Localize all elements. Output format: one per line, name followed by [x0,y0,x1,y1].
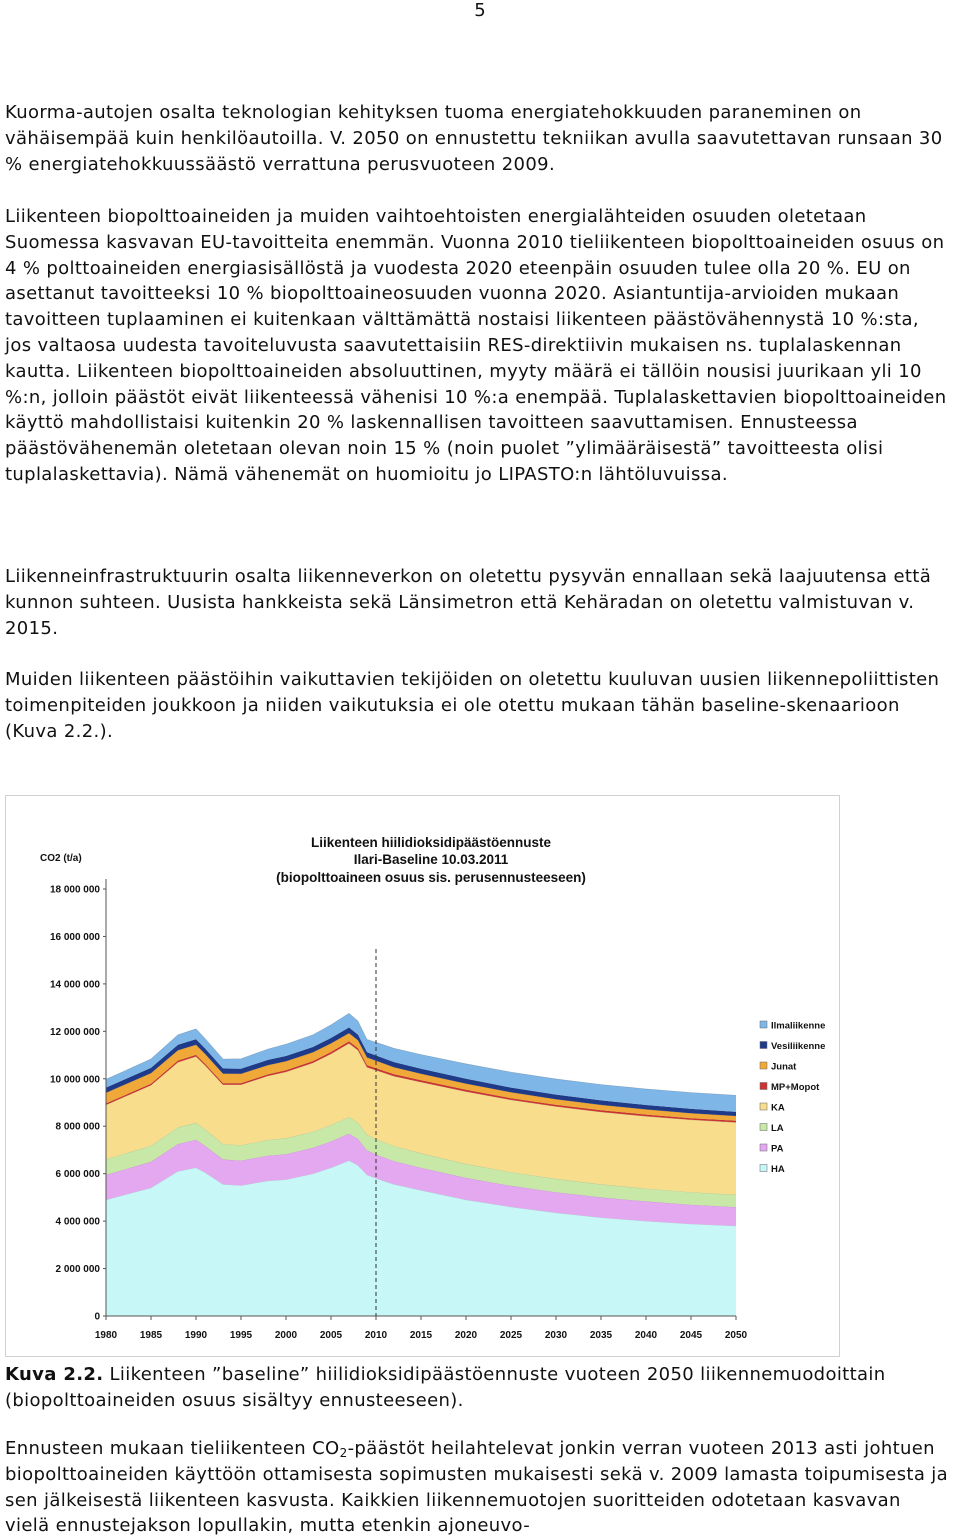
legend-label: Junat [771,1061,797,1073]
x-tick-label: 1980 [94,1330,118,1341]
x-tick-label: 1985 [139,1330,163,1341]
legend-swatch [760,1165,767,1172]
x-tick-label: 2025 [499,1330,523,1341]
x-tick-label: 2020 [454,1330,478,1341]
legend-swatch [760,1144,767,1151]
co2-forecast-chart [5,795,840,1357]
paragraph-5 [5,1436,950,1539]
paragraph-1: Kuorma-autojen osalta teknologian kehityksen tuoma energiatehokkuuden paraneminen on vähäisempää kuin henkilöautoilla. V. 2050 on ennustettu tekniikan avulla saavutettavan runsaan 30 % energiatehokkuussäästö verrattuna perusvuoteen 2009. [5,102,943,175]
y-tick-label: 14 000 000 [49,979,100,991]
x-tick-label: 2000 [274,1330,298,1341]
chart-title-line-2: Ilari-Baseline 10.03.2011 [353,852,509,867]
y-tick-label: 6 000 000 [55,1169,100,1181]
legend-label: PA [771,1143,784,1155]
x-tick-label: 2005 [319,1330,343,1341]
figure-caption [5,1362,950,1414]
paragraph-4: Muiden liikenteen päästöihin vaikuttavien tekijöiden on oletettu kuuluvan uusien liikennepoliittisten toimenpiteiden joukkoon ja niiden vaikutuksia ei ole otettu mukaan tähän baseline-skenaarioon (Kuva 2.2.). [5,669,940,742]
x-tick-label: 2035 [589,1330,613,1341]
legend-swatch [760,1021,767,1028]
y-tick-label: 4 000 000 [55,1216,100,1228]
y-tick-label: 2 000 000 [55,1264,100,1276]
paragraph-3: Liikenneinfrastruktuurin osalta liikenneverkon on oletettu pysyvän ennallaan sekä laajuutensa että kunnon suhteen. Uusista hankkeista sekä Länsimetron että Kehäradan on oletettu valmistuvan v. 2015. [5,566,932,639]
y-tick-label: 8 000 000 [55,1121,100,1133]
legend-swatch [760,1124,767,1131]
legend-label: LA [771,1123,784,1134]
x-tick-label: 2030 [544,1330,568,1341]
paragraph-5-rest: -päästöt heilahtelevat jonkin verran vuoteen 2013 asti johtuen biopolttoaineiden käyttöön ottamisesta sopimusten mukaisesti sekä v. 2009 lamasta toipumisesta ja sen jälkeisestä liikenteen kasvusta. Kaikkien liikennemuotojen suoritteiden odotetaan kasvavan vielä ennustejakson lopullakin, mutta etenkin ajoneuvo- [5,1438,949,1537]
x-tick-label: 2015 [409,1330,433,1341]
y-tick-label: 10 000 000 [49,1074,100,1086]
x-tick-label: 2045 [679,1330,703,1341]
x-tick-label: 1990 [184,1330,208,1341]
legend-swatch [760,1083,767,1090]
paragraph-5-start: Ennusteen mukaan tieliikenteen CO [5,1438,340,1459]
chart-title-line-1: Liikenteen hiilidioksidipäästöennuste [310,835,552,850]
legend-swatch [760,1062,767,1069]
legend-label: Ilmaliikenne [771,1020,826,1032]
legend-swatch [760,1042,767,1049]
y-tick-label: 12 000 000 [49,1026,100,1038]
x-tick-label: 2010 [364,1330,388,1341]
y-tick-label: 0 [94,1311,100,1323]
x-tick-label: 2050 [724,1330,748,1341]
caption-text: Liikenteen ”baseline” hiilidioksidipäästöennuste vuoteen 2050 liikennemuodoittain (biopolttoaineiden osuus sisältyy ennusteeseen). [5,1364,886,1411]
legend-label: HA [771,1164,785,1175]
legend-label: Vesiliikenne [771,1041,826,1052]
y-tick-label: 16 000 000 [49,931,100,943]
y-axis-label: CO2 (t/a) [40,853,82,864]
co2-subscript: 2 [339,1446,348,1460]
y-tick-label: 18 000 000 [49,884,100,896]
page-number: 5 [474,0,486,21]
x-tick-label: 1995 [229,1330,253,1341]
legend-swatch [760,1103,767,1110]
chart-svg [6,796,839,1356]
legend-label: MP+Mopot [771,1082,820,1093]
x-tick-label: 2040 [634,1330,658,1341]
caption-label: Kuva 2.2. [5,1364,104,1385]
legend-label: KA [771,1102,785,1114]
paragraph-2: Liikenteen biopolttoaineiden ja muiden vaihtoehtoisten energialähteiden osuuden oletetaan Suomessa kasvavan EU-tavoitteita enemmän. Vuonna 2010 tieliikenteen biopolttoaineiden osuus on 4 % polttoaineiden energiasisällöstä ja vuodesta 2020 eteenpäin osuuden tulee olla 20 %. EU on asettanut tavoitteeksi 10 % biopolttoaineosuuden vuonna 2020. Asiantuntija-arvioiden mukaan tavoitteen tuplaaminen ei kuitenkaan välttämättä nostaisi liikenteen päästövähennystä 10 %:sta, jos valtaosa uudesta tavoiteluvusta saavutettaisiin RES-direktiivin mukaisen ns. tuplalaskennan kautta. Liikenteen biopolttoaineiden absoluuttinen, myyty määrä ei tällöin nousisi juurikaan yli 10 %:n, jolloin päästöt eivät liikenteessä vähenisi 10 %:a enempää. Tuplalaskettavien biopolttoaineiden käyttö mahdollistaisi kuitenkin 20 % laskennallisen tavoitteen saavuttamisen. Ennusteessa päästövähenemän oletetaan olevan noin 15 % (noin puolet ”ylimääräisestä” tavoitteesta olisi tuplalaskettavia). Nämä vähenemät on huomioitu jo LIPASTO:n lähtöluvuissa. [5,206,947,485]
chart-title-line-3: (biopolttoaineen osuus sis. perusennusteeseen) [276,870,586,885]
